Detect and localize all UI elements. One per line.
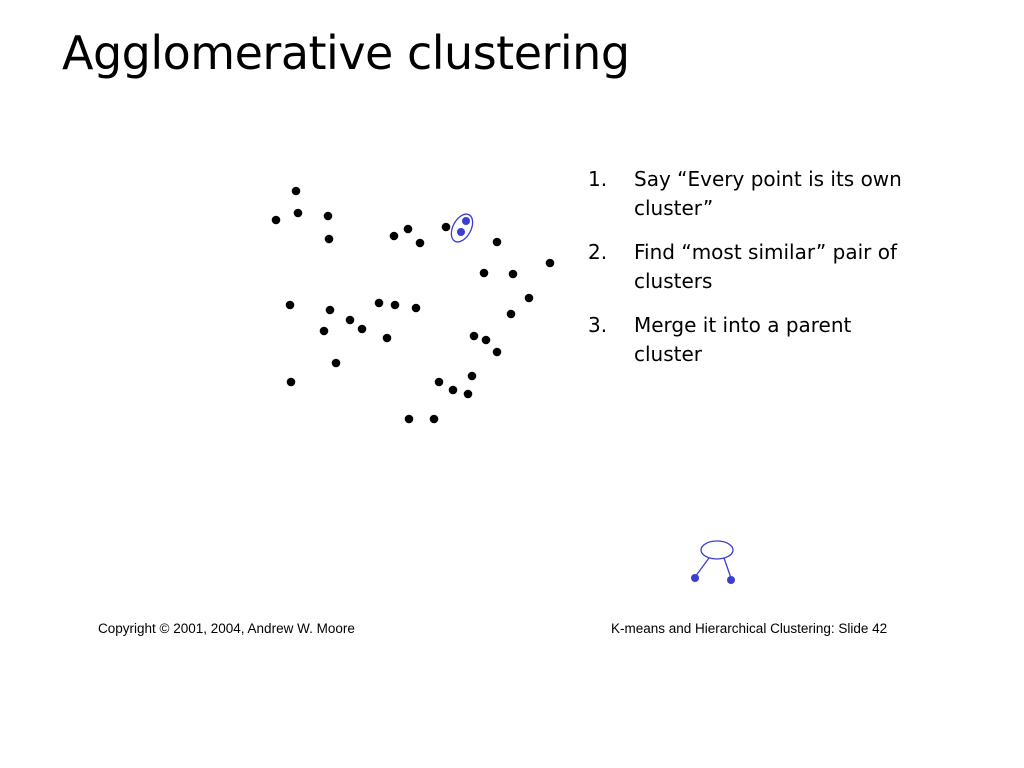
data-point (468, 372, 477, 381)
data-point (509, 270, 518, 279)
data-point (292, 187, 301, 196)
data-point (546, 259, 555, 268)
data-points (272, 187, 555, 424)
data-point (332, 359, 341, 368)
merged-point (457, 228, 465, 236)
data-point (325, 235, 334, 244)
steps-list (588, 165, 918, 384)
data-point (480, 269, 489, 278)
data-point (375, 299, 384, 308)
data-point (435, 378, 444, 387)
data-point (294, 209, 303, 218)
data-point (482, 336, 491, 345)
step-text: Merge it into a parent cluster (634, 313, 852, 366)
data-point (416, 239, 425, 248)
data-point (430, 415, 439, 424)
data-point (383, 334, 392, 343)
dendrogram-branch (724, 558, 731, 578)
slide-title: Agglomerative clustering (62, 26, 630, 80)
data-point (272, 216, 281, 225)
slide-reference-footer: K-means and Hierarchical Clustering: Slide 42 (611, 621, 888, 636)
step-number: 2. (588, 240, 608, 264)
data-point (404, 225, 413, 234)
step-text: Find “most similar” pair of clusters (634, 240, 898, 293)
data-point (320, 327, 329, 336)
data-point (449, 386, 458, 395)
data-point (287, 378, 296, 387)
data-point (493, 348, 502, 357)
dendrogram-branch (695, 558, 709, 577)
child-cluster-node (691, 574, 699, 582)
copyright-footer: Copyright © 2001, 2004, Andrew W. Moore (98, 621, 355, 636)
data-point (324, 212, 333, 221)
dendrogram-icon (691, 541, 735, 584)
parent-cluster-node (701, 541, 733, 559)
data-point (493, 238, 502, 247)
data-point (412, 304, 421, 313)
merged-pair-cluster (447, 211, 477, 246)
step-item (588, 165, 918, 223)
step-text: Say “Every point is its own cluster” (634, 167, 902, 220)
data-point (358, 325, 367, 334)
merged-point (462, 217, 470, 225)
step-item (588, 238, 918, 296)
data-point (507, 310, 516, 319)
data-point (286, 301, 295, 310)
data-point (391, 301, 400, 310)
data-point (442, 223, 451, 232)
data-point (390, 232, 399, 241)
step-number: 1. (588, 167, 608, 191)
data-point (346, 316, 355, 325)
data-point (464, 390, 473, 399)
data-point (405, 415, 414, 424)
data-point (470, 332, 479, 341)
data-point (326, 306, 335, 315)
merged-cluster-outline (447, 211, 477, 246)
data-point (525, 294, 534, 303)
step-item (588, 311, 918, 369)
child-cluster-node (727, 576, 735, 584)
step-number: 3. (588, 313, 608, 337)
